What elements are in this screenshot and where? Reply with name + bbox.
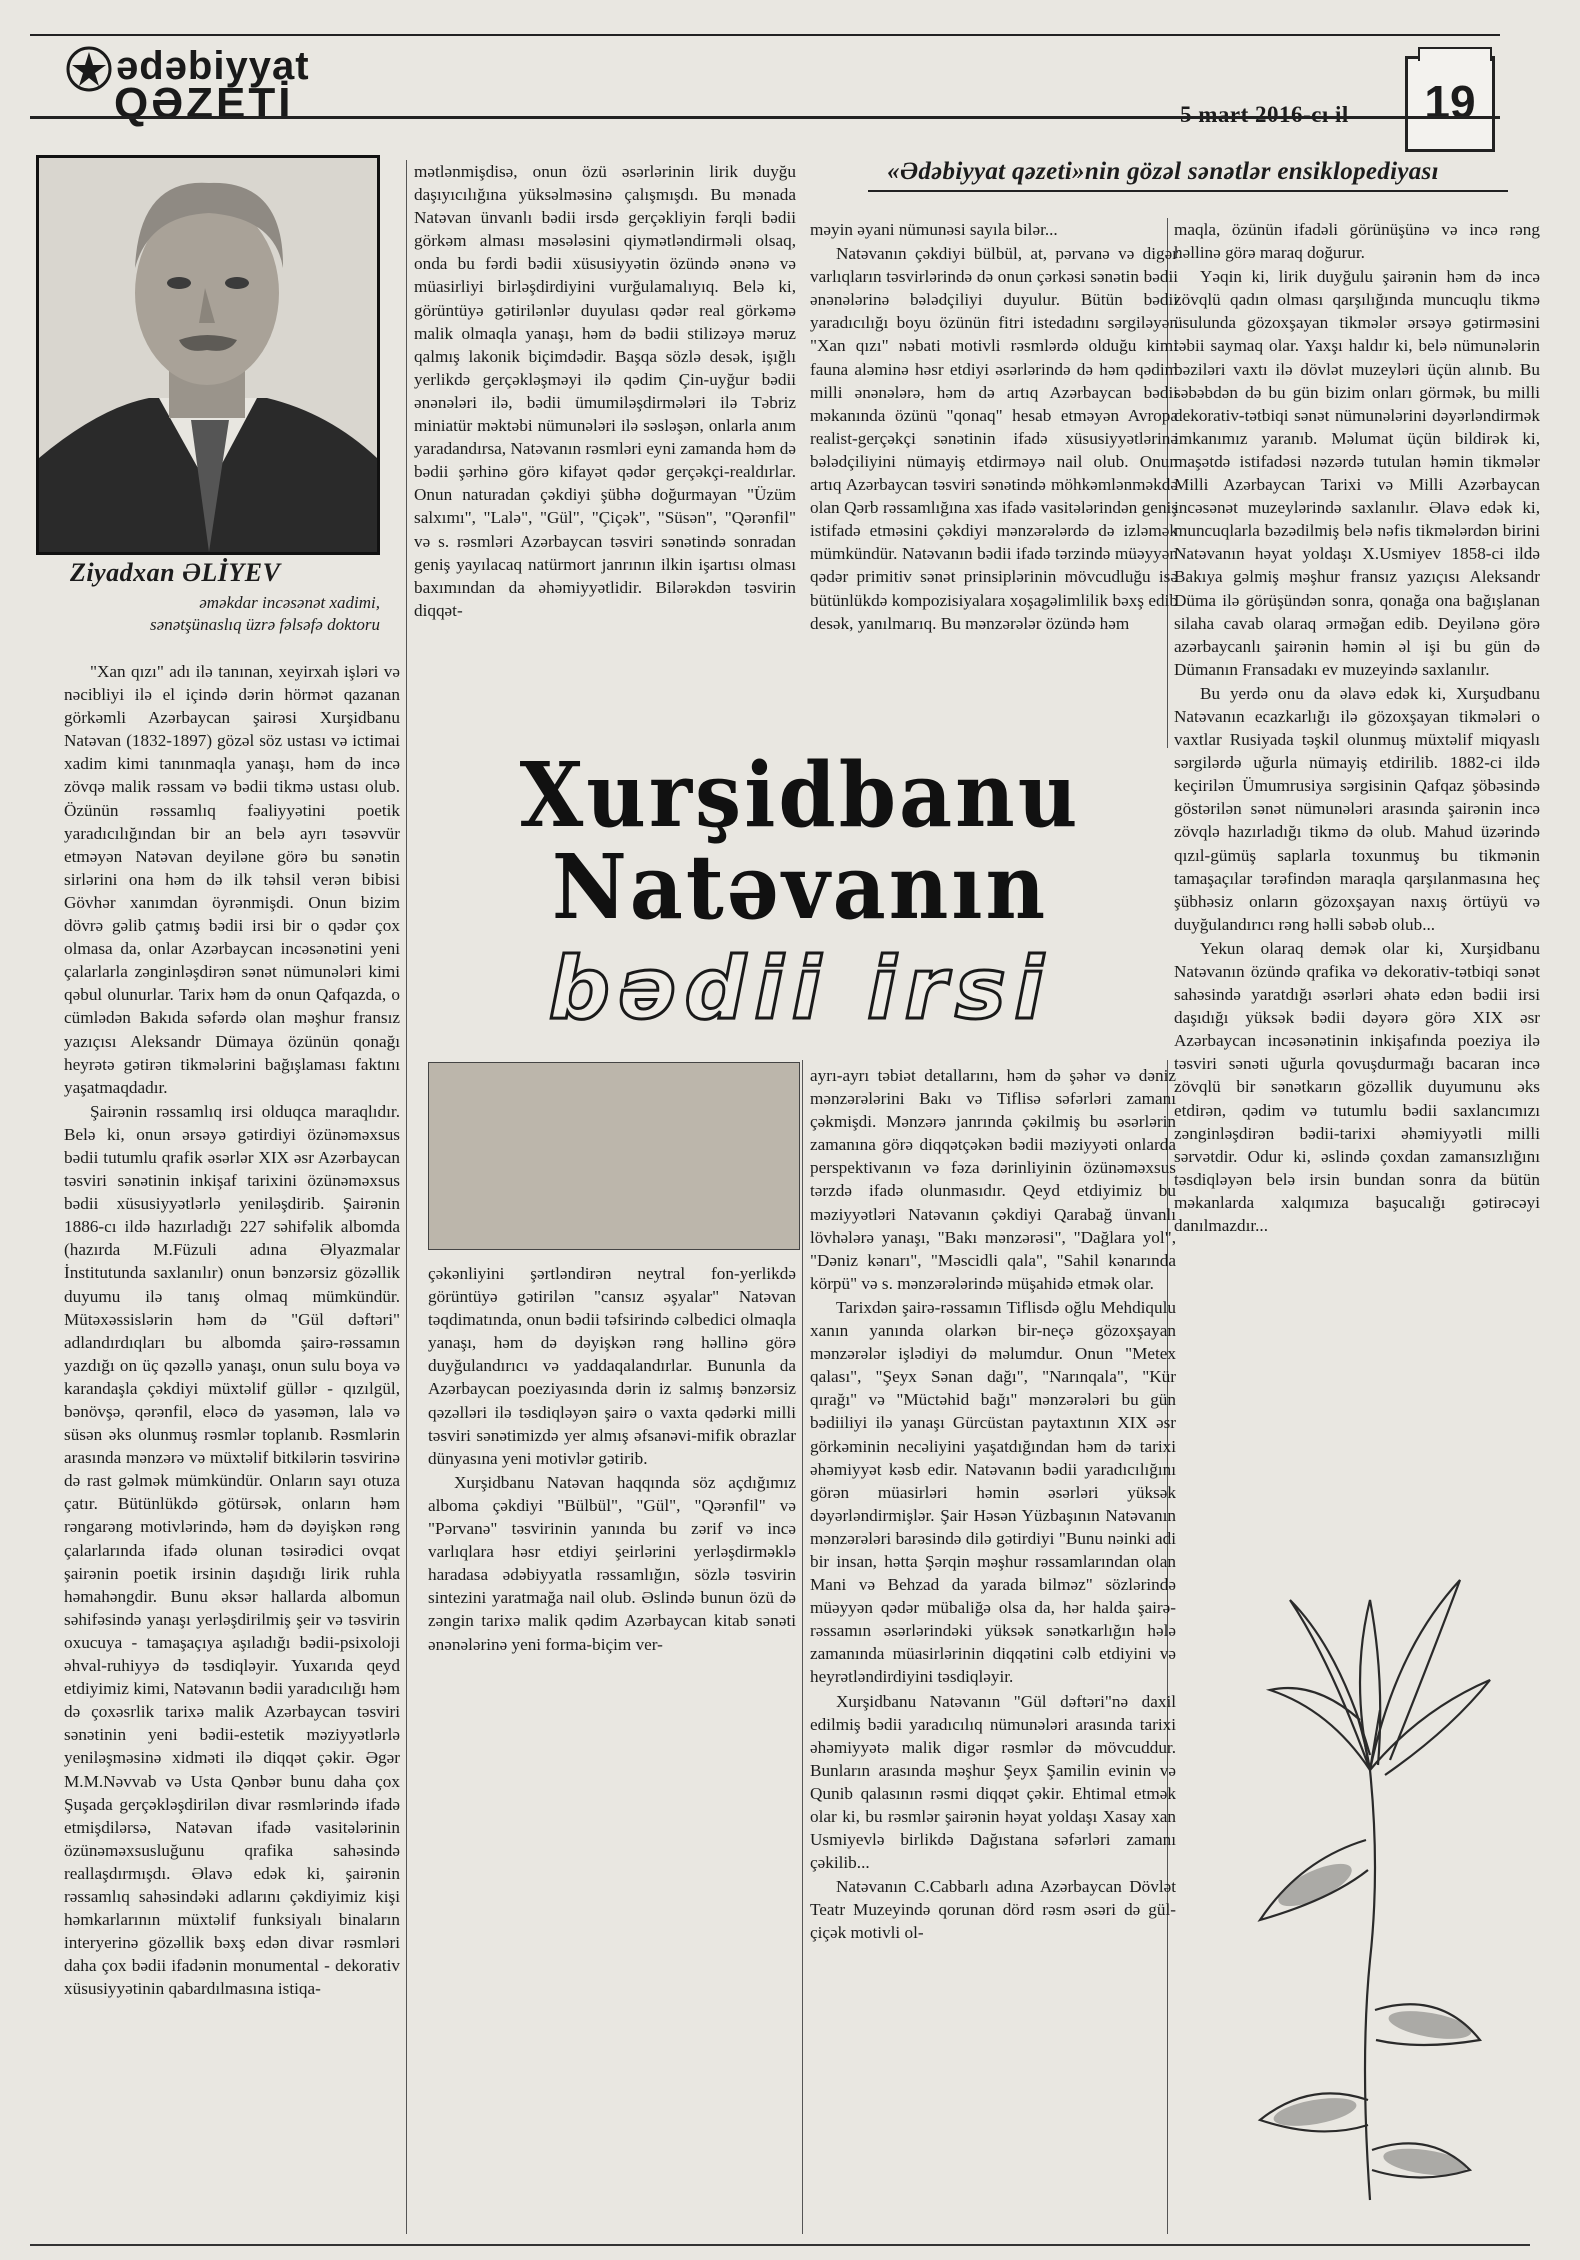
- section-banner: [828, 158, 1498, 192]
- page-number: 19: [1424, 76, 1476, 128]
- paragraph: "Xan qızı" adı ilə tanınan, xeyirxah işləri və nəcibliyi ilə el içində dərin hörmət qazanan görkəmli Azərbaycan şairəsi Xurşidbanu Natəvan (1832-1897) gözəl söz ustası və ictimai xadim kimi tanınmaqla yanaşı, həm də incə zövqə malik rəssam və bədii tikmə ustası olub. Özünün rəssamlıq fəaliyyətini poetik yaradıcılığından bir an belə ayrı təsəvvür etməyən Natəvan deyiləne görə bu sənətin sirlərini ona həm də ilk təhsil verən bibisi Gövhər xanımdan öyrənmişdi. Onun bizim dövrə gəlib çatmış bədii irsi bir o qədər çox olmasa da, onlar Azərbaycan incəsənətini yeni çalarlarla zənginləşdirən sənət nümunələri kimi qəbul olunurlar. Tarix həm də onun Qafqazda, o cümlədən Bakıda səfərdə olan məşhur fransız yazıçısı Aleksandr Dümaya özünün qonağı heyrətə gətirən tikmələrini bağışlaması faktını yaşatmaqdadır.: [64, 662, 400, 1097]
- newspaper-logo[interactable]: [64, 36, 354, 128]
- paragraph: Tarixdən şairə-rəssamın Tiflisdə oğlu Mehdiqulu xanın yanında olarkən bir-neçə gözoxşayan mənzərələr işlədiyi də məlumdur. Onun "Metex qalası", "Şeyx Sənan dağı", "Narınqala", "Kür qırağı" və "Müctəhid bağı" mənzərələri bu gün bədiiliyi ilə yanaşı Gürcüstan paytaxtının XIX əsr görkəminin necəliyini yaşatdığından həm də tarixi əhəmiyyət kəsb edir. Natəvanın bədii yaradıcılığını görən müasirləri həmin əsərləri yüksək dəyərləndirmişlər. Şair Həsən Yüzbaşının Natəvanın mənzərələri barəsində dilə gətirdiyi "Bunu nəinki adi bir insan, hətta Şərqin məşhur rəssamlarından olan Mani və Behzad da yarada bilməz" sözlərində müəyyən qədər mübaliğə olsa da, hər halda şairə-rəssamın əsərlərindəki yüksək sənətkarlığın hələ zamanında müasirlərinin diqqətini cəlb etdiyini və heyrətləndirdiyini təsdiqləyir.: [810, 1297, 1176, 1687]
- article-column-1: [64, 660, 400, 2240]
- article-column-2: [414, 160, 796, 740]
- star-emblem-icon: [64, 44, 114, 94]
- natavan-portrait-painting: [429, 1063, 800, 1250]
- headline-line-1: Xurşidbanu: [519, 744, 1081, 848]
- author-title-line-1: əməkdar incəsənət xadimi,: [199, 593, 380, 612]
- author-title: [60, 592, 380, 636]
- article-column-3-lower: [810, 1064, 1176, 2234]
- paragraph: Natəvanın C.Cabbarlı adına Azərbaycan Dövlət Teatr Muzeyində qorunan dörd rəsm əsəri də gül-çiçək motivli ol-: [810, 1877, 1176, 1943]
- paragraph: Yekun olaraq demək olar ki, Xurşidbanu Natəvanın özündə qrafika və dekorativ-tətbiqi sənət sahəsində yaratdığı əsərləri əhatə edən bədii irsi daşıdığı yüksək bədii dəyərə görə XIX əsr Azərbaycan incəsənətinin inkişafında poeziya ilə təsviri sənəti uğurla qovuşdurmağı bacaran incə zövqlü bir sənətkarın gözəllik duyumunu əks etdirən, qədim və tutumlu bədii saxlancımızı zənginləşdirən bədii-tarixi əhəmiyyətli milli sərvətdir. Odur ki, əslində çoxdan zamansızlığını təsdiqləyən belə irsin bundan sonra da bütün məkanlarda xalqımıza başucalığı gətirəcəyi danılmazdır...: [1174, 938, 1540, 1236]
- paragraph: Bu yerdə onu da əlavə edək ki, Xurşudbanu Natəvanın ecazkarlığı ilə gözoxşayan tikmələri o vaxtlar Rusiyada təşkil olunmuş müxtəlif miqyaslı sərgilərdə uğurla nümayiş etdirilib. 1882-ci ildə keçirilən Ümumrusiya sərgisinin Qafqaz şöbəsində göstərilən sənət nümunələri arasında şairənin incə zövqlə hazırladığı tikmə də olub. Mahud üzərində qızıl-gümüş saplarla toxunmuş bu tikmənin tamaşaçılar tərəfindən maraqla qarşılanmasına heç şübhəsiz onların gözoxşayan naxış örtüyü və duyğulandırıcı rəng həlli səbəb olub...: [1174, 683, 1540, 934]
- column-rule: [802, 1060, 803, 2234]
- paragraph: Xurşidbanu Natəvanın "Gül dəftəri"nə daxil edilmiş bədii yaradıcılıq nümunələri arasında tarixi əhəmiyyətə malik digər rəsmlər də mövcuddur. Bunların arasında məşhur Şeyx Şamilin evinin və Qunib qalasının rəsmi diqqət çəkir. Ehtimal etmək olar ki, bu rəsmlər şairənin həyat yoldaşı Xasay xan Usmiyevlə birlikdə Dağıstana səfərləri zamanı çəkilib...: [810, 1691, 1176, 1873]
- logo-line-1: ədəbiyyat: [116, 44, 310, 88]
- paragraph: məyin əyani nümunəsi sayıla bilər...: [810, 220, 1058, 239]
- section-banner-text: «Ədəbiyyat qəzeti»nin gözəl sənətlər ensiklopediyası: [887, 158, 1439, 185]
- headline-line-3: bədii irsi: [548, 939, 1052, 1039]
- paragraph: Yəqin ki, lirik duyğulu şairənin həm də incə zövqlü qadın olması qarşılığında muncuqlu tikmə üsulunda gözoxşayan tikmələr ərsəyə gətirməsini təbii saymaq olar. Yaxşı haldır ki, belə nümunələrin bəziləri vaxtı ilə dövlət muzeyləri üçün alınıb. Bu səbəbdən də bu gün bizim onları görmək, bu milli dekorativ-tətbiqi sənət nümunələrini dəyərləndirmək imkanımız yaranıb. Məlumat üçün bildirək ki, maşətdə istifadəsi nəzərdə tutulan həmin tikmələr Milli Azərbaycan Tarixi və Milli Azərbaycan incəsənət muzeylərində saxlanılır. Əlavə edək ki, muncuqlarla bəzədilmiş belə nəfis tikmələrdən birini Natəvanın həyat yoldaşı X.Usmiyev 1858-ci ildə Bakıya gəlmiş məşhur fransız yazıçısı Aleksandr Düma ilə görüşündən sonra, qonağa ona bağışlanan silaha cavab olaraq ərməğan edib. Deyilənə görə azərbaycanlı şairənin həmin əl işi bu gün də Dümanın Fransadakı ev muzeyində saxlanılır.: [1174, 267, 1540, 679]
- header-rule: [30, 116, 1500, 119]
- article-column-2-lower: [428, 1262, 796, 2232]
- paragraph: mətlənmişdisə, onun özü əsərlərinin lirik duyğu daşıyıcılığına yüksəlməsinə çalışmışdı. Bu mənada Natəvan ünvanlı bədii irsdə gerçəkliyin fərqli bədii görkəm alması məsələsini qiymətləndirməli olsaq, onda bu fərdi bədii xüsusiyyətin özündə ənənə və müasirliyi birləşdirdiyini vurğulamalıyıq. Belə ki, görüntüyə gətirilənlər duyulası qədər real görkəmə malik olmaqla yanaşı, həm də bədii stilizəyə məruz qalmış lakonik biçimdədir. Başqa sözlə desək, işığlı yerlikdə gerçəkləşməyi ilə qədim Çin-uyğur bədii ənənələri ilə, bədii ümumiləşdirmələri ilə Təbriz miniatür məktəbi nümunələri ilə səsləşən, onlarla anım yaradandırsa, Natəvanın rəsmləri eyni zamanda həm də bədii şərhinə görə kifayət qədər gerçəkçi-realdırlar. Onun naturadan çəkdiyi şübhə doğurmayan "Üzüm salxımı", "Lalə", "Gül", "Çiçək", "Süsən", "Qərənfil" və s. rəsmləri Azərbaycan təsviri sənətində sonradan geniş yayılacaq natürmort janrının ilkin işartısı olması baxımından da əhəmiyyətlidir. Bilərəkdən təsvirin diqqət-: [414, 162, 796, 620]
- author-title-line-2: sənətşünaslıq üzrə fəlsəfə doktoru: [150, 615, 380, 634]
- paragraph: ayrı-ayrı təbiət detallarını, həm də şəhər və dəniz mənzərələrini Bakı və Tiflisə səfərləri zamanı çəkmişdi. Mənzərə janrında çəkilmiş bu əsərlərin zamanına görə diqqətçəkən bədii məziyyəti onlarda perspektivanın və fəza dərinliyinin özünəməxsus tərzdə ifadə olunmasıdır. Qeyd etdiyimiz bu məziyyətləri Natəvanın çəkdiyi Qarabağ ünvanlı lövhələrə yanaşı, "Bakı mənzərəsi", "Dağlara yol", "Dəniz kənarı", "Məscidli qala", "Sahil kənarında körpü" və s. mənzərələrində müşahidə etmək olar.: [810, 1066, 1176, 1293]
- article-column-4: [1174, 218, 1540, 1528]
- paragraph: maqla, özünün ifadəli görünüşünə və incə rəng həllinə görə maraq doğurur.: [1174, 220, 1540, 263]
- page-number-box: [1405, 56, 1495, 152]
- author-portrait: [36, 155, 380, 555]
- logo-line-2: QƏZETİ: [114, 79, 294, 128]
- article-column-3: [810, 218, 1178, 748]
- section-banner-rule: [868, 190, 1508, 192]
- paragraph: çəkənliyini şərtləndirən neytral fon-yerlikdə görüntüyə gətirilən "cansız əşyalar" Natəvan təqdimatında, onun bədii təfsirində cəlbedici olmaqla yanaşı, həm də dəyişkən rəng həllinə görə duyğulandırıcı və yaddaqalandırlar. Bununla da Azərbaycan poeziyasında dərin iz salmış bənzərsiz qəzəlləri ilə təsdiqləyən şairə o vaxta qədərki milli təsviri sənətimizdə yer almış əfsanəvi-mifik obrazlar dünyasına yeni motivlər gətirib.: [428, 1264, 796, 1468]
- author-photo: [39, 158, 377, 552]
- paragraph: Natəvanın çəkdiyi bülbül, at, pərvanə və digər varlıqların təsvirlərində də onun çərkəsi sənətin bədii ənənələrinə bələdçiliyi duyulur. Bütün bədii yaradıcılığı boyu özünün fitri istedadını sərgiləyən "Xan qızı" nəbati motivli rəsmlərdə olduğu kimi fauna aləminə həsr etdiyi əsərlərində də həm qədim milli ənənələrə, həm də artıq Azərbaycan bədii məkanında özünü "qonaq" hesab etməyən Avropa realist-gerçəkçi sənətinin ifadə xüsusiyyətlərinə bələdçiliyini nümayiş etdirməyə nail olub. Onun artıq Azərbaycan təsviri sənətində möhkəmlənməkdə olan Qərb rəssamlığına xas ifadə vasitələrindən geniş istifadə etməsini çəkdiyi mənzərələrdə də izləmək mümkündür. Natəvanın bədii ifadə tərzində müəyyən qədər primitiv sənət prinsiplərinin mövcudluğu isə bütünlükdə kompozisiyalara xoşagəlimlilik bəxş edib desək, yanılmarıq. Bu mənzərələr özündə həm: [810, 244, 1178, 633]
- headline-line-2: Natəvanın: [551, 836, 1049, 940]
- article-headline: [420, 744, 1180, 1044]
- paragraph: Xurşidbanu Natəvan haqqında söz açdığımız alboma çəkdiyi "Bülbül", "Gül", "Qərənfil" və "Pərvanə" təsvirinin yanında bu zərif və incə varlıqlara həsr etdiyi şeirlərini yerləşdirməklə haradasa ədəbiyyatla rəssamlığın, sözlə təsvirin sintezini yaratmağa nail olub. Əslində bunun özü də zəngin tarixə malik qədim Azərbaycan kitab sənəti ənənələrinə yeni forma-biçim ver-: [428, 1472, 796, 1654]
- paragraph: Şairənin rəssamlıq irsi olduqca maraqlıdır. Belə ki, onun ərsəyə gətirdiyi özünəməxsus bədii tutumlu qrafik əsərlər XIX əsr Azərbaycan təsviri sənətinin inkişaf tarixini özünəməxsus bədii xüsusiyyətlərlə yeniləşdirib. Şairənin 1886-cı ildə hazırladığı 227 səhifəlik albomda (hazırda M.Füzuli adına Əlyazmalar İnstitutunda saxlanılır) onun bənzərsiz gözəllik duyumu ilə tanış olmaq mümkündür. Mütəxəssislərin həm də "Gül dəftəri" adlandırdıqları bu albomda şairə-rəssamın yazdığı on üç qəzəllə yanaşı, onun sulu boya və karandaşla çəkdiyi müxtəlif güllər - qızılgül, bənövşə, qərənfil, eləcə də yasəmən, lalə və süsən əks olunmuş rəsmlər toplanıb. Rəsmlərin arasında mənzərə və müxtəlif bitkilərin təsvirinə də rast gəlmək mümkündür. Onların sayı otuza çatır. Bütünlükdə götürsək, onların həm rəngarəng motivlərində, həm də dəyişkən rəng çalarlarında ifadə olunan təsirədici ovqat şairənin poetik irsinin daşıdığı lirik ruhla həmahəngdir. Bunu əksər hallarda albomun səhifəsində yanaşı yerləşdirilmiş şeir və təsvirin oxucuya - tamaşaçıya aşıladığı bədii-psixoloji əhval-ruhiyyə də təsdiqləyir. Yuxarıda qeyd etdiyimiz kimi, Natəvanın bədii yaradıcılığı həm də çoxəsrlik tarixə malik Azərbaycan təsviri sənətinin yeni bədii-estetik məziyyətlərlə yeniləşməsinə xidməti ilə diqqət çəkir. Əgər M.M.Nəvvab və Usta Qənbər bunu daha çox Şuşada gerçəkləşdirilən divar rəsmlərində ifadə etmişdilərsə, Natəvan ifadə vasitələrinin özünəməxsusluğunu qrafika sahəsində reallaşdırmışdı. Əlavə edək ki, şairənin rəssamlıq sahəsindəki adlarını çəkdiyimiz kişi həmkarlarının müxtəlif funksiyalı binaların interyerinə gözəllik bəxş edən divar rəsmləri daha çox bədii ifadənin monumental - dekorativ xüsusiyyətinin qabardılmasına istiqa-: [64, 1101, 400, 1999]
- author-name: Ziyadxan ƏLİYEV: [70, 558, 281, 587]
- painting-image: [428, 1062, 800, 1250]
- masthead: [30, 20, 1550, 130]
- bottom-rule: [30, 2244, 1530, 2246]
- issue-date: 5 mart 2016-cı il: [1180, 102, 1349, 127]
- lily-flower-illustration: [1220, 1540, 1520, 2210]
- column-rule: [406, 160, 407, 2234]
